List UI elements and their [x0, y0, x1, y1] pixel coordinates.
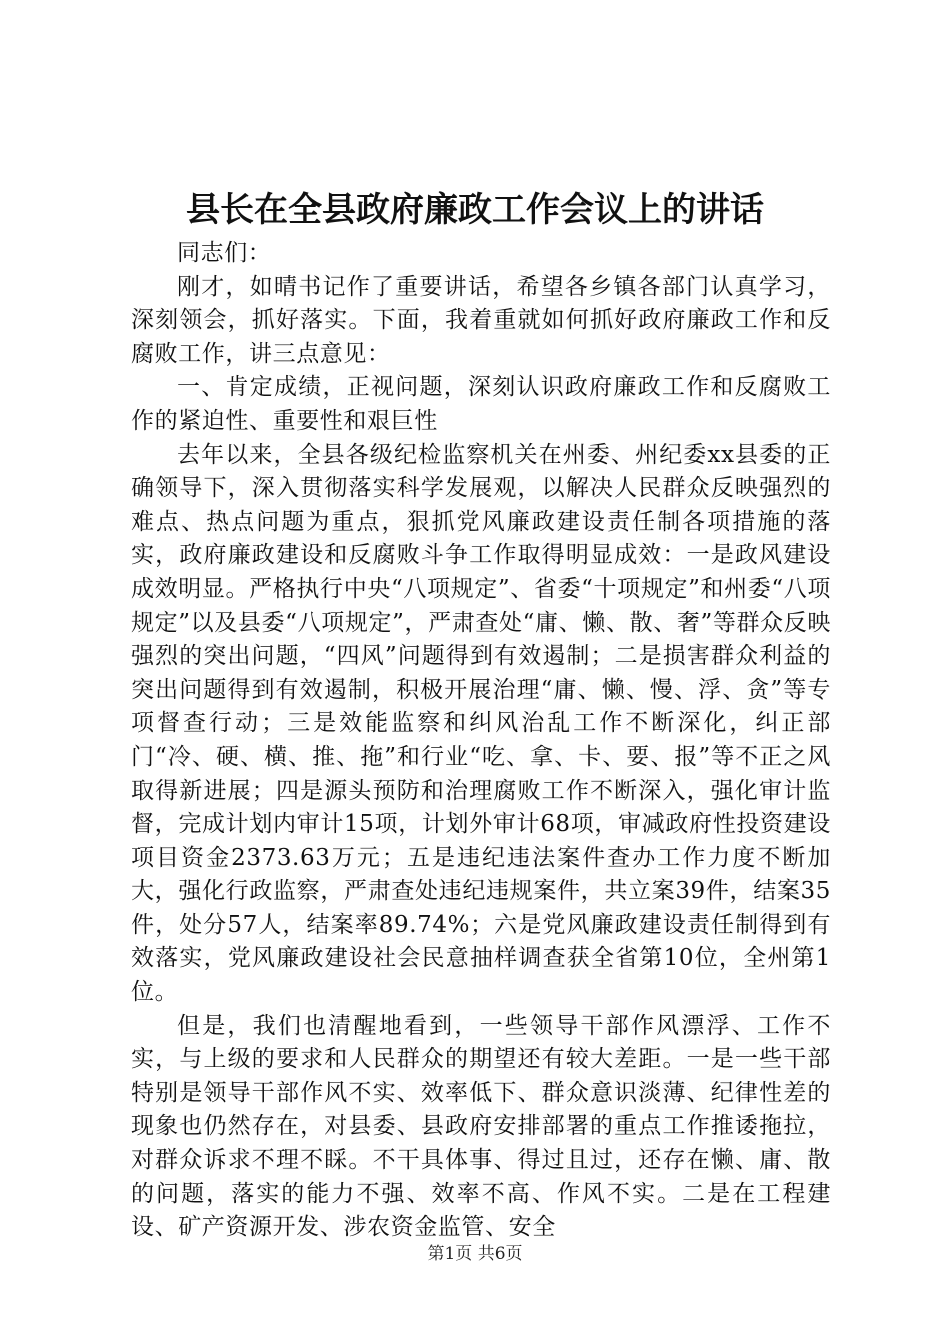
paragraph-intro: 刚才，如晴书记作了重要讲话，希望各乡镇各部门认真学习，深刻领会，抓好落实。下面，我着重就如何抓好政府廉政工作和反腐败工作，讲三点意见： — [131, 273, 831, 367]
document-title: 县长在全县政府廉政工作会议上的讲话 — [186, 190, 764, 230]
salutation: 同志们： — [177, 240, 272, 266]
page-number-footer: 第1页 共6页 — [427, 1244, 523, 1264]
paragraph-problems: 但是，我们也清醒地看到，一些领导干部作风漂浮、工作不实，与上级的要求和人民群众的期望还有较大差距。一是一些干部特别是领导干部作风不实、效率低下、群众意识淡薄、纪律性差的现象也仍然存在，对县委、县政府安排部署的重点工作推诿拖拉，对群众诉求不理不睬。不干具体事、得过且过，还存在懒、庸、散的问题，落实的能力不强、效率不高、作风不实。二是在工程建设、矿产资源开发、涉农资金监管、安全 — [131, 1012, 831, 1241]
document-body — [131, 237, 831, 1245]
paragraph-achievements: 去年以来，全县各级纪检监察机关在州委、州纪委xx县委的正确领导下，深入贯彻落实科学发展观，以解决人民群众反映强烈的难点、热点问题为重点，狠抓党风廉政建设责任制各项措施的落实，政府廉政建设和反腐败斗争工作取得明显成效：一是政风建设成效明显。严格执行中央“八项规定”、省委“十项规定”和州委“八项规定”以及县委“八项规定”，严肃查处“庸、懒、散、奢”等群众反映强烈的突出问题，“四风”问题得到有效遏制；二是损害群众利益的突出问题得到有效遏制，积极开展治理“庸、懒、慢、浮、贪”等专项督查行动；三是效能监察和纠风治乱工作不断深化，纠正部门“冷、硬、横、推、拖”和行业“吃、拿、卡、要、报”等不正之风取得新进展；四是源头预防和治理腐败工作不断深入，强化审计监督，完成计划内审计15项，计划外审计68项，审减政府性投资建设项目资金2373.63万元；五是违纪违法案件查办工作力度不断加大，强化行政监察，严肃查处违纪违规案件，共立案39件，结案35件，处分57人，结案率89.74%；六是党风廉政建设责任制得到有效落实，党风廉政建设社会民意抽样调查获全省第10位，全州第1位。 — [131, 441, 831, 1006]
section-heading-one: 一、肯定成绩，正视问题，深刻认识政府廉政工作和反腐败工作的紧迫性、重要性和艰巨性 — [131, 374, 831, 434]
